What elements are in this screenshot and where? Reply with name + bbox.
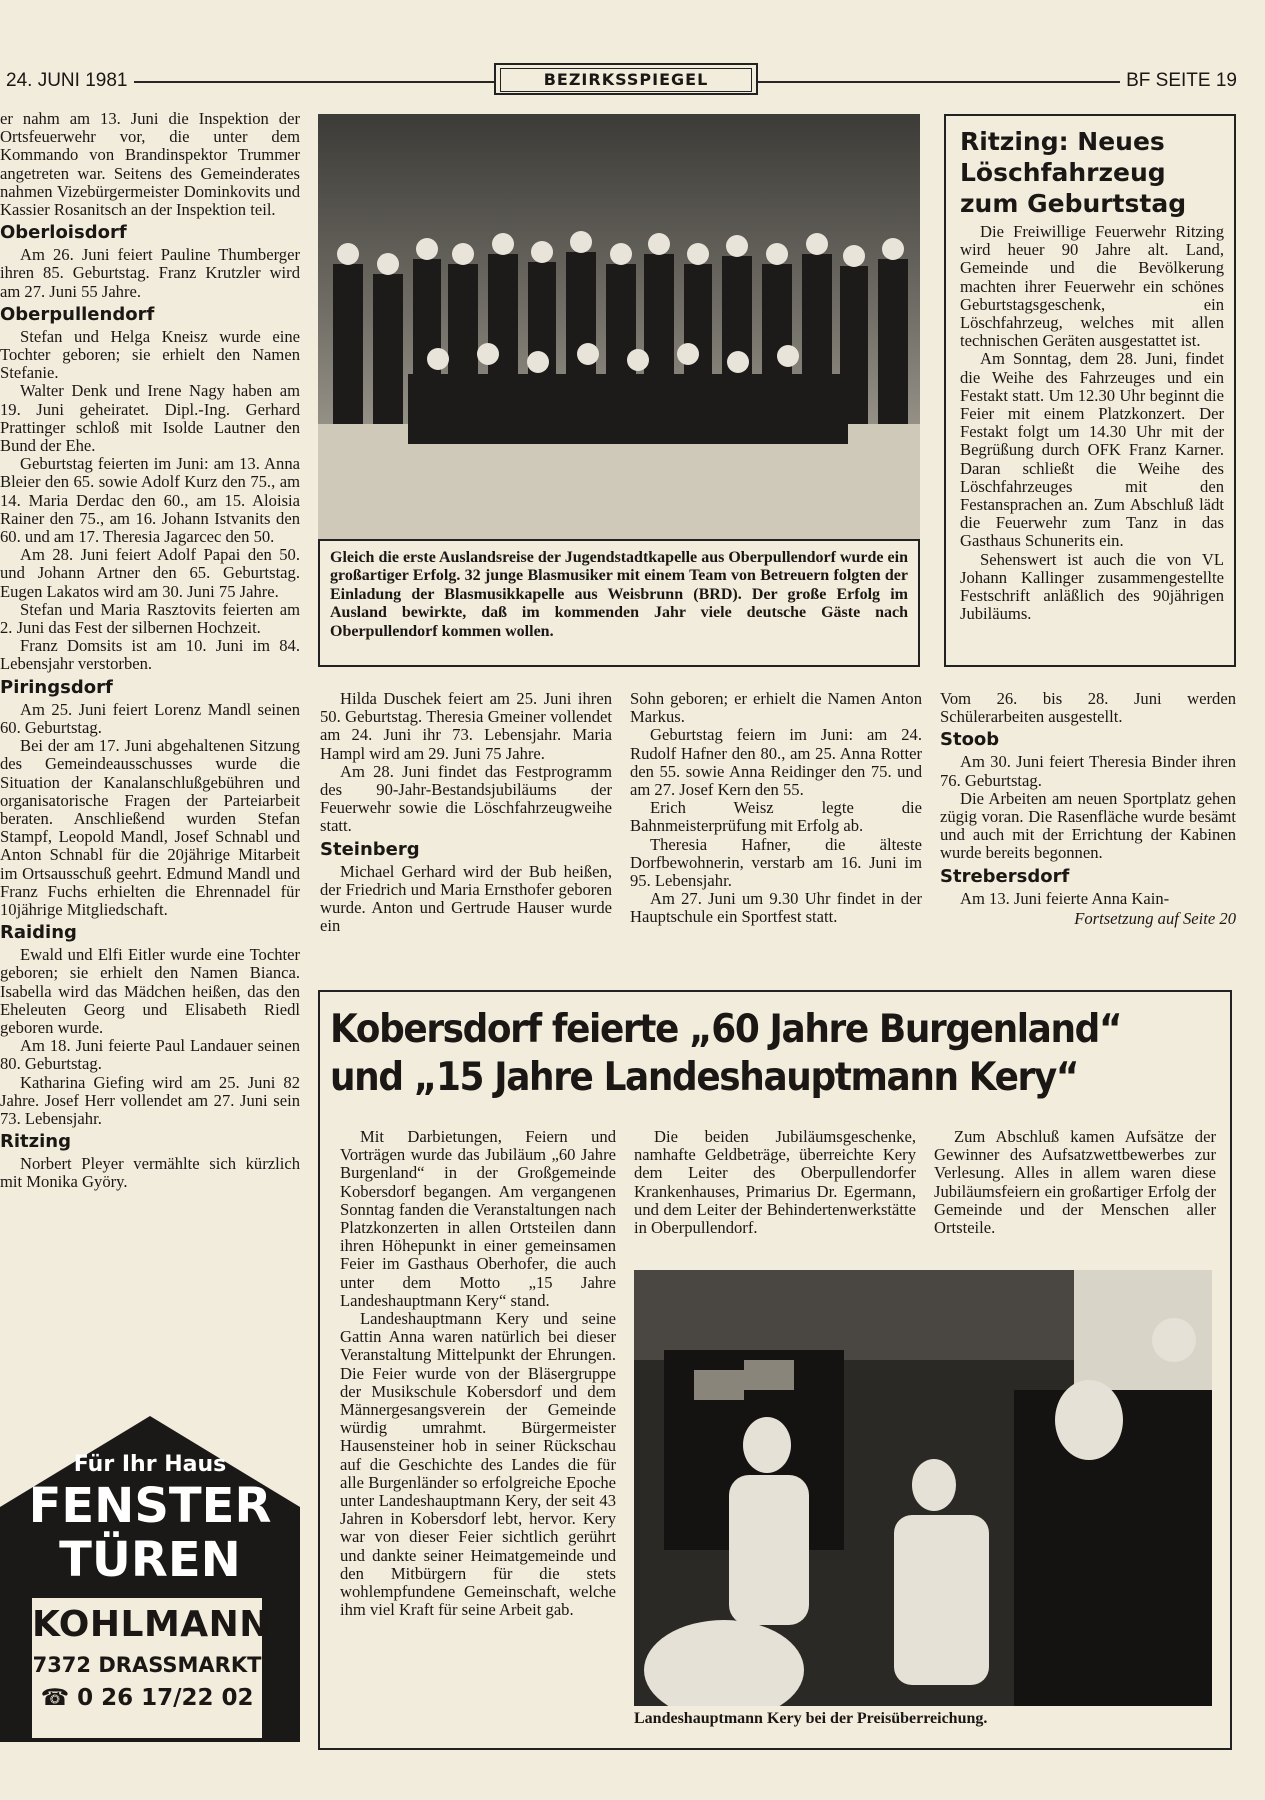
section-heading: Oberpullendorf xyxy=(0,303,155,325)
article-text: Walter Denk und Irene Nagy haben am 19. Juni geheiratet. Dipl.-Ing. Gerhard Prattinger schloß mit Isolde Lautner den Bund der Ehe. xyxy=(0,381,300,456)
article-text: Geburtstag feiern im Juni: am 24. Rudolf Hafner den 80., am 25. Anna Rotter den 55. sowie Anna Reidinger den 75. und am 27. Josef Kern den 55. xyxy=(630,725,922,800)
article-text: Am 13. Juni feierte Anna Kain- xyxy=(960,888,1170,908)
article-text: Katharina Giefing wird am 25. Juni 82 Jahre. Josef Herr vollendet am 27. Juni sein 73. Lebensjahr. xyxy=(0,1072,300,1128)
ad-headline-1: FENSTER xyxy=(28,1478,272,1534)
headline-line-1: Kobersdorf feierte „60 Jahre Burgenland“ xyxy=(330,1007,1122,1052)
column-4 xyxy=(940,690,1236,928)
article-text: Michael Gerhard wird der Bub heißen, der Friedrich und Maria Ernsthofer geboren wurde. Anton und Gertrude Hauser wurde ein xyxy=(320,861,612,936)
section-heading: Strebersdorf xyxy=(940,865,1070,887)
section-heading: Ritzing xyxy=(0,1131,71,1153)
article-text: Franz Domsits ist am 10. Juni im 84. Lebensjahr verstorben. xyxy=(0,636,300,674)
article-text: Bei der am 17. Juni abgehaltenen Sitzung des Gemeindeausschusses wurde die Situation der Kanalanschlußgebühren und organisatorische Fragen der Parteiarbeit beraten. Anschließend wurden Stefan Stampf, Leopold Mandl, Josef Schnabl und Anton Schnabl für die 20jährige Mitarbeit im Ortsausschuß geehrt. Edmund Mandl und Franz Fuchs erhielten die Ehrennadel für 10jährige Mitgliedschaft. xyxy=(0,736,300,919)
feature-column-1 xyxy=(340,1128,616,1619)
article-text: Am 27. Juni um 9.30 Uhr findet in der Hauptschule ein Sportfest statt. xyxy=(630,889,922,927)
band-photo-caption-box xyxy=(318,539,920,667)
band-photo-caption: Gleich die erste Auslandsreise der Jugendstadtkapelle aus Oberpullendorf wurde ein großartiger Erfolg. 32 junge Blasmusiker mit einem Team von Betreuern folgten der Einladung der Blasmusikkapelle aus Weisbrunn (BRD). Der große Erfolg im Ausland bewirkte, daß im kommenden Jahr viele deutsche Gäste nach Oberpullendorf kommen wollen. xyxy=(330,549,908,640)
article-text: Sohn geboren; er erhielt die Namen Anton Markus. xyxy=(630,689,922,727)
article-text: Die Arbeiten am neuen Sportplatz gehen zügig voran. Die Rasenfläche wurde besämt und auch mit der Errichtung der Kabinen wurde bereits begonnen. xyxy=(940,788,1236,863)
section-heading: Stoob xyxy=(940,729,1000,751)
article-text: Zum Abschluß kamen Aufsätze der Gewinner des Aufsatzwettbewerbes zur Verlesung. Alles in allem waren diese Jubiläumsfeiern ein großartiger Erfolg der Gemeinde und der Menschen aller Ortsteile. xyxy=(934,1127,1216,1238)
article-text: Erich Weisz legte die Bahnmeisterprüfung mit Erfolg ab. xyxy=(630,798,922,836)
article-text: Landeshauptmann Kery und seine Gattin Anna waren natürlich bei dieser Veranstaltung Mittelpunkt der Ehrungen. Die Feier wurde von der Bläsergruppe der Musikschule Kobersdorf und dem Männergesangsverein der Gemeinde würdig umrahmt. Bürgermeister Hausensteiner hob in seiner Rückschau auf die Geschichte des Landes die für alle Burgenländer so erfolgreiche Epoche unter Landeshauptmann Kery, der seit 43 Jahren in Kobersdorf lebt, hervor. Kery war von dieser Feier sichtlich gerührt und dankte seiner Heimatgemeinde und den Mitbürgern für die stets wohlempfundene Gemeinschaft, welche ihm viel Kraft für seine Arbeit gab. xyxy=(340,1309,616,1620)
award-photo-image xyxy=(634,1270,1212,1706)
telephone-icon: ☎ xyxy=(40,1685,70,1711)
article-text: Am 18. Juni feierte Paul Landauer seinen 80. Geburtstag. xyxy=(0,1036,300,1074)
article-text: Ewald und Elfi Eitler wurde eine Tochter geboren; sie erhielt den Namen Bianca. Isabella wird das Mädchen heißen, das den Eheleuten Georg und Elisabeth Riedl geboren wurde. xyxy=(0,945,300,1037)
continuation-note: Fortsetzung auf Seite 20 xyxy=(1074,908,1236,928)
section-title: BEZIRKSSPIEGEL xyxy=(500,68,752,92)
issue-date: 24. JUNI 1981 xyxy=(0,70,133,92)
article-text: Am 30. Juni feiert Theresia Binder ihren 76. Geburtstag. xyxy=(940,752,1236,790)
headline-line-2: und „15 Jahre Landeshauptmann Kery“ xyxy=(330,1055,1079,1100)
award-photo xyxy=(634,1270,1212,1706)
page-number: BF SEITE 19 xyxy=(1120,70,1243,92)
ad-headline-2: TÜREN xyxy=(59,1532,241,1588)
article-text: Die beiden Jubiläumsgeschenke, namhafte Geldbeträge, überreichte Kery dem Leiter des Oberpullendorfer Krankenhauses, Primarius Dr. Egermann, und dem Leiter der Behindertenwerkstätte in Oberpullendorf. xyxy=(634,1127,916,1238)
article-text: Am Sonntag, dem 28. Juni, findet die Weihe des Fahrzeuges und ein Festakt statt. Um 12.30 Uhr beginnt die Feier mit einem Platzkonzert. Der Festakt folgt um 14.30 Uhr mit der Begrüßung durch OFK Franz Karner. Daran schließt die Weihe des Löschfahrzeuges mit den Festansprachen an. Zum Abschluß lädt die Feuerwehr zum Tanz in das Gasthaus Schunerits ein. xyxy=(960,349,1224,551)
section-title-box xyxy=(494,63,758,95)
article-text: Am 25. Juni feiert Lorenz Mandl seinen 60. Geburtstag. xyxy=(0,699,300,737)
feature-column-2 xyxy=(634,1128,916,1237)
article-text: Vom 26. bis 28. Juni werden Schülerarbeiten ausgestellt. xyxy=(940,689,1236,727)
feature-headline xyxy=(330,1006,1220,1102)
article-text: er nahm am 13. Juni die Inspektion der Ortsfeuerwehr vor, die unter dem Kommando von Brandinspektor Trummer angetreten war. Seitens des Gemeinderates nahmen Vizebürgermeister Dominkovits und Kassier Rosanitsch an der Inspektion teil. xyxy=(0,109,300,220)
ad-tagline: Für Ihr Haus xyxy=(73,1452,227,1477)
band-photo-image xyxy=(318,114,920,539)
article-text: Mit Darbietungen, Feiern und Vorträgen wurde das Jubiläum „60 Jahre Burgenland“ in der Großgemeinde Kobersdorf begangen. Am vergangenen Sonntag fanden die Veranstaltungen nach Platzkonzerten in allen Ortsteilen dann ihren Höhepunkt in einer gemeinsamen Feier im Gasthaus Oberhofer, die auch unter dem Motto „15 Jahre Landeshauptmann Kery“ stand. xyxy=(340,1127,616,1310)
article-text: Norbert Pleyer vermählte sich kürzlich mit Monika Györy. xyxy=(0,1154,300,1192)
article-text: Am 28. Juni findet das Festprogramm des 90-Jahr-Bestandsjubiläums der Feuerwehr sowie die Löschfahrzeugweihe statt. xyxy=(320,761,612,836)
advertisement xyxy=(0,1412,300,1742)
article-text: Theresia Hafner, die älteste Dorfbewohnerin, verstarb am 16. Juni im 95. Lebensjahr. xyxy=(630,834,922,891)
article-text: Am 28. Juni feiert Adolf Papai den 50. und Johann Artner den 65. Geburtstag. Eugen Lakatos wird am 30. Juni 75 Jahre. xyxy=(0,545,300,601)
ad-contact-panel xyxy=(32,1598,270,1738)
ad-brand: KOHLMANN xyxy=(32,1604,270,1645)
section-heading: Raiding xyxy=(0,922,77,944)
band-photo xyxy=(318,114,920,539)
article-text: Am 26. Juni feiert Pauline Thumberger ihren 85. Geburtstag. Franz Krutzler wird am 27. Juni 55 Jahre. xyxy=(0,245,300,301)
column-3 xyxy=(630,690,922,927)
sidebox-title: Ritzing: Neues Löschfahrzeug zum Geburtstag xyxy=(960,127,1187,218)
feature-column-3 xyxy=(934,1128,1216,1237)
article-text: Geburtstag feierten im Juni: am 13. Anna Bleier den 65. sowie Adolf Kurz den 75., am 14. Maria Derdac den 60., am 15. Aloisia Rainer den 75., am 16. Johann Istvanits den 60. und am 17. Theresia Jagarcec den 50. xyxy=(0,454,300,547)
article-text: Stefan und Maria Rasztovits feierten am 2. Juni das Fest der silbernen Hochzeit. xyxy=(0,599,300,638)
article-text: Hilda Duschek feiert am 25. Juni ihren 50. Geburtstag. Theresia Gmeiner vollendet am 24. Juni ihr 73. Lebensjahr. Maria Hampl wird am 29. Juni 75 Jahre. xyxy=(320,689,612,763)
column-1 xyxy=(0,110,300,1192)
section-heading: Steinberg xyxy=(320,838,420,860)
article-text: Stefan und Helga Kneisz wurde eine Tochter geboren; sie erhielt den Namen Stefanie. xyxy=(0,326,300,383)
article-text: Die Freiwillige Feuerwehr Ritzing wird heuer 90 Jahre alt. Land, Gemeinde und die Bevölkerung machten ihrer Feuerwehr ein schönes Geburtstagsgeschenk, ein Löschfahrzeug, welches mit allen technischen Geräten ausgestattet ist. xyxy=(960,222,1224,351)
column-2 xyxy=(320,690,612,935)
ad-phone: 0 26 17/22 02 xyxy=(77,1685,254,1711)
ad-address: 7372 DRASSMARKT xyxy=(32,1653,262,1677)
award-photo-caption: Landeshauptmann Kery bei der Preisüberreichung. xyxy=(634,1710,988,1727)
article-text: Sehenswert ist auch die von VL Johann Kallinger zusammengestellte Festschrift anläßlich des 90jährigen Jubiläums. xyxy=(960,549,1224,624)
section-heading: Piringsdorf xyxy=(0,676,113,698)
section-heading: Oberloisdorf xyxy=(0,222,127,244)
ritzing-sidebox xyxy=(944,114,1236,667)
